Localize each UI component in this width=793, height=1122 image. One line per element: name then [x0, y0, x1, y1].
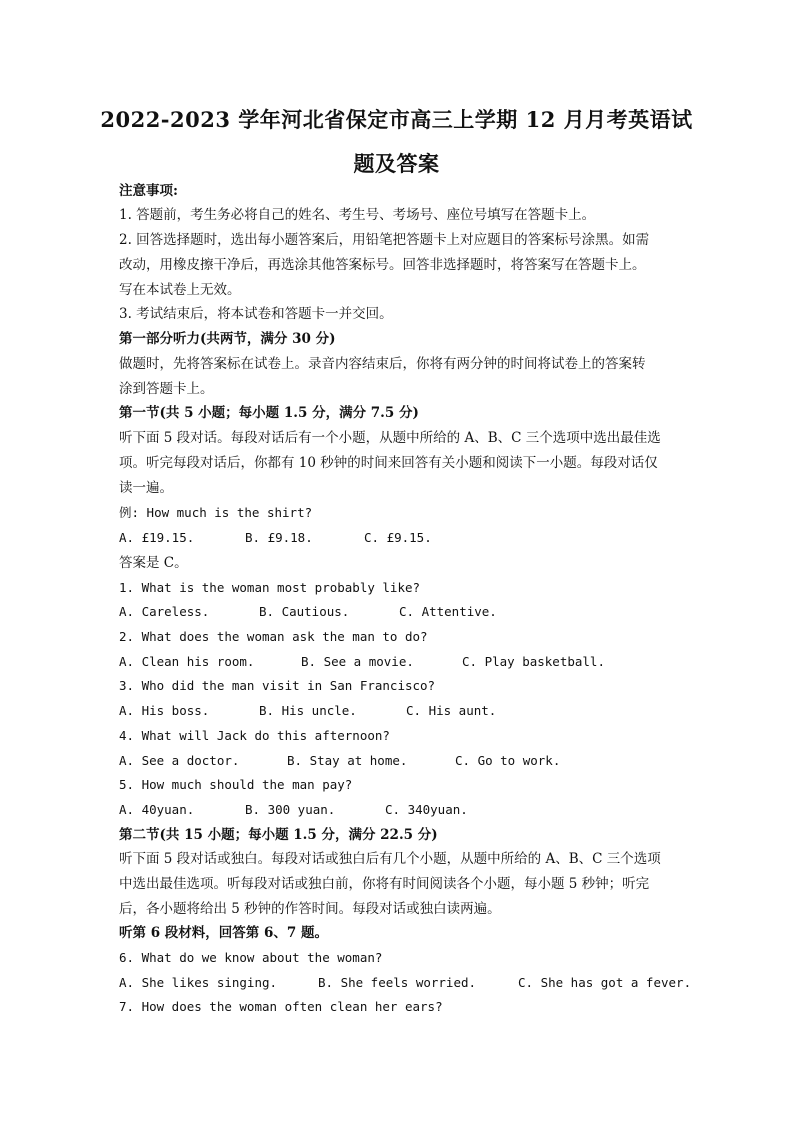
- question-6: 6. What do we know about the woman?: [119, 950, 383, 965]
- q6-option-b: B. She feels worried.: [318, 975, 477, 990]
- q1-option-c: C. Attentive.: [399, 604, 497, 619]
- q2-option-c: C. Play basketball.: [462, 654, 605, 669]
- material-6-heading: 听第 6 段材料，回答第 6、7 题。: [119, 925, 328, 941]
- q3-option-a: A. His boss.: [119, 703, 210, 718]
- q5-option-a: A. 40yuan.: [119, 802, 195, 817]
- note-3: 3. 考试结束后，将本试卷和答题卡一并交回。: [119, 306, 393, 322]
- q5-option-c: C. 340yuan.: [385, 802, 468, 817]
- q5-option-b: B. 300 yuan.: [245, 802, 336, 817]
- question-4: 4. What will Jack do this afternoon?: [119, 728, 390, 743]
- section2-intro-b: 中选出最佳选项。听每段对话或独白前，你将有时间阅读各个小题，每小题 5 秒钟；听完: [119, 876, 650, 892]
- part1-heading: 第一部分听力(共两节，满分 30 分): [119, 331, 336, 347]
- section1-intro-b: 项。听完每段对话后，你都有 10 秒钟的时间来回答有关小题和阅读下一小题。每段对话仅: [119, 455, 658, 471]
- q4-option-b: B. Stay at home.: [287, 753, 408, 768]
- example-option-b: B. £9.18.: [245, 530, 313, 545]
- part1-intro-a: 做题时，先将答案标在试卷上。录音内容结束后，你将有两分钟的时间将试卷上的答案转: [119, 356, 646, 372]
- q4-option-c: C. Go to work.: [455, 753, 561, 768]
- q6-option-a: A. She likes singing.: [119, 975, 278, 990]
- part1-intro-b: 涂到答题卡上。: [119, 381, 214, 397]
- document-title-line2: 题及答案: [353, 151, 440, 176]
- q6-option-c: C. She has got a fever.: [518, 975, 692, 990]
- example-option-c: C. £9.15.: [364, 530, 432, 545]
- section1-intro-c: 读一遍。: [119, 480, 173, 496]
- q3-option-b: B. His uncle.: [259, 703, 357, 718]
- notes-heading: 注意事项:: [119, 183, 178, 199]
- document-title-line1: 2022-2023 学年河北省保定市高三上学期 12 月月考英语试: [100, 107, 693, 132]
- question-3: 3. Who did the man visit in San Francisco?: [119, 678, 436, 693]
- question-1: 1. What is the woman most probably like?: [119, 580, 421, 595]
- q2-option-b: B. See a movie.: [301, 654, 414, 669]
- example-option-a: A. £19.15.: [119, 530, 195, 545]
- section1-heading: 第一节(共 5 小题；每小题 1.5 分，满分 7.5 分): [119, 405, 419, 421]
- q1-option-a: A. Careless.: [119, 604, 210, 619]
- section2-intro-a: 听下面 5 段对话或独白。每段对话或独白后有几个小题，从题中所给的 A、B、C 三个选项: [119, 851, 661, 867]
- question-5: 5. How much should the man pay?: [119, 777, 353, 792]
- note-2-line-c: 写在本试卷上无效。: [119, 282, 241, 298]
- note-2-line-b: 改动，用橡皮擦干净后，再选涂其他答案标号。回答非选择题时，将答案写在答题卡上。: [119, 257, 646, 273]
- question-7: 7. How does the woman often clean her ears?: [119, 999, 443, 1014]
- section2-heading: 第二节(共 15 小题；每小题 1.5 分，满分 22.5 分): [119, 827, 438, 843]
- section2-intro-c: 后，各小题将给出 5 秒钟的作答时间。每段对话或独白读两遍。: [119, 901, 501, 917]
- q1-option-b: B. Cautious.: [259, 604, 350, 619]
- q2-option-a: A. Clean his room.: [119, 654, 255, 669]
- example-question: 例: How much is the shirt?: [119, 505, 313, 520]
- q4-option-a: A. See a doctor.: [119, 753, 240, 768]
- section1-intro-a: 听下面 5 段对话。每段对话后有一个小题，从题中所给的 A、B、C 三个选项中选出最佳选: [119, 430, 661, 446]
- note-1: 1. 答题前，考生务必将自己的姓名、考生号、考场号、座位号填写在答题卡上。: [119, 207, 596, 223]
- example-answer: 答案是 C。: [119, 555, 188, 571]
- q3-option-c: C. His aunt.: [406, 703, 497, 718]
- question-2: 2. What does the woman ask the man to do?: [119, 629, 428, 644]
- note-2-line-a: 2. 回答选择题时，选出每小题答案后，用铅笔把答题卡上对应题目的答案标号涂黑。如需: [119, 232, 650, 248]
